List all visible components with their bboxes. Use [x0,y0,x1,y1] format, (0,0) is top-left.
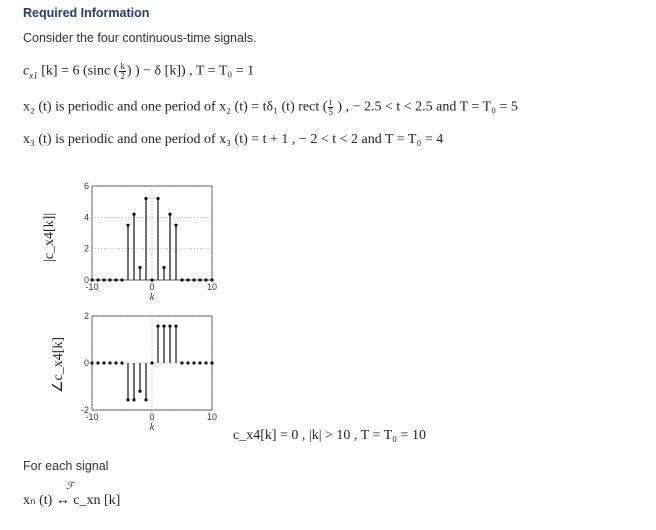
stem-marker [168,325,171,328]
stem-marker [162,325,165,328]
stem-marker [204,361,207,364]
ytick-label: 4 [83,212,89,223]
magnitude-plot [84,181,217,303]
ytick-label: 2 [83,243,89,254]
stem-marker [210,278,213,281]
ytick-label: 2 [83,311,89,321]
stem-marker [180,278,183,281]
stem-marker [90,278,93,281]
stem-marker [102,278,105,281]
stem-marker [120,361,123,364]
fourier-pair-equation: xₙ (t) ↔ c_xn [k] ℱ [23,481,121,508]
stem-marker [96,278,99,281]
stem-marker [132,213,135,216]
fourier-symbol: ℱ [66,481,74,492]
stem-marker [198,361,201,364]
stem-marker [186,361,189,364]
for-each-text: For each signal [23,459,109,473]
stem-marker [198,278,201,281]
equation-3: x₃ (t) is periodic and one period of x₃ (t) = t + 1 , − 2 < t < 2 and T = T₀ = 4 [23,132,444,147]
stem-marker [156,325,159,328]
xtick-label: 10 [206,282,218,292]
stem-marker [168,213,171,216]
stem-marker [126,224,129,227]
stem-marker [144,197,147,200]
stem-marker [108,278,111,281]
stem-marker [150,361,153,364]
phase-ylabel: ∠c_x4[k] [51,336,66,393]
stem-marker [174,325,177,328]
stem-marker [192,361,195,364]
stem-marker [156,197,159,200]
equation-2: x₂ (t) is periodic and one period of x₂ (t) = tδ₁ (t) rect ( $\frac{t}{5}$ ) , − 2.5 < t < 2.5 and T = T₀ = 5 [23,97,518,117]
stem-marker [144,398,147,401]
stem-marker [114,278,117,281]
c4-equation: c_x4[k] = 0 , |k| > 10 , T = T₀ = 10 [233,428,426,443]
heading: Required Information [23,6,150,20]
xtick-label: -10 [85,412,99,422]
stem-marker [162,266,165,269]
stem-marker [132,398,135,401]
ytick-label: 6 [83,181,89,191]
stem-marker [186,278,189,281]
stem-marker [138,266,141,269]
stem-marker [210,361,213,364]
ytick-label: -2 [80,405,89,415]
xtick-label: 0 [149,282,155,292]
intro-text: Consider the four continuous-time signals. [23,31,257,45]
stem-marker [120,278,123,281]
xtick-label: 0 [149,412,155,422]
phase-plot [81,311,217,433]
stem-marker [174,224,177,227]
stem-marker [90,361,93,364]
ytick-label: 0 [83,275,89,285]
stem-marker [96,361,99,364]
stem-marker [102,361,105,364]
stem-marker [180,361,183,364]
ytick-label: 0 [83,358,89,368]
stem-marker [204,278,207,281]
xtick-label: 10 [206,412,218,422]
stem-marker [114,361,117,364]
xaxis-label: k [149,292,155,303]
stem-marker [126,398,129,401]
xaxis-label: k [149,422,155,433]
plot-frame [92,186,212,280]
stem-marker [138,390,141,393]
stem-marker [150,278,153,281]
stem-marker [192,278,195,281]
xtick-label: -10 [85,282,99,292]
magnitude-ylabel: |c_x4[k]| [42,212,57,262]
stem-marker [108,361,111,364]
equation-1: $c_{x1}$ [k] = 6 (sinc ( $\frac{k}{2}$ ) ) − δ [k]) , T = T₀ = 1 [23,61,255,81]
